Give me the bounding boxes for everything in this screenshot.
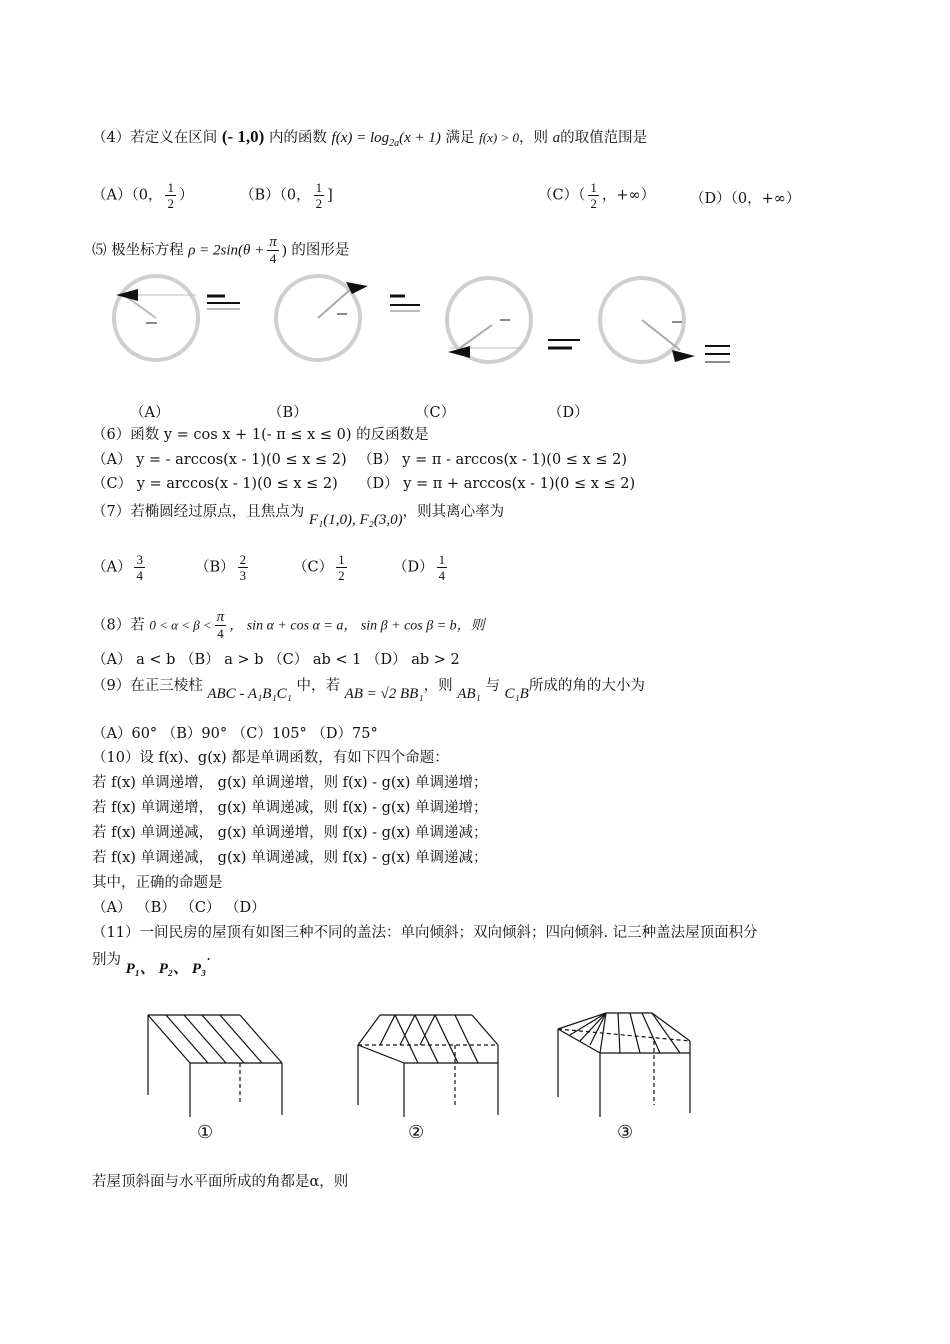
q9-stem: （9）在正三棱柱 ABC - A₁B₁C₁ 中，若 AB = √2 BB₁，则 AB₁ 与 C₁B所成的角的大小为 <box>92 678 645 702</box>
q6-option-b: （B） y = π - arccos(x - 1)(0 ≤ x ≤ 2) <box>358 452 627 468</box>
q5-figures <box>0 270 950 390</box>
q5-figure-d <box>600 278 730 362</box>
q8-options: （A） a < b （B） a > b （C） ab < 1 （D） ab > 2 <box>92 652 460 668</box>
q10-proposition-2: 若 f(x) 单调递增， g(x) 单调递减，则 f(x) - g(x) 单调递增； <box>92 800 488 816</box>
q5-label-c: （C） <box>415 405 456 421</box>
q9-segment-1: AB₁ <box>457 686 481 702</box>
q4-option-a: （A）（0， $\frac{1}{2}$ ） <box>92 180 194 211</box>
q6-option-a: （A） y = - arccos(x - 1)(0 ≤ x ≤ 2) <box>92 452 347 468</box>
q6-option-c: （C） y = arccos(x - 1)(0 ≤ x ≤ 2) <box>92 476 338 492</box>
q4-base: 2a <box>389 137 400 149</box>
q10-proposition-3: 若 f(x) 单调递减， g(x) 单调递增，则 f(x) - g(x) 单调递减； <box>92 825 488 841</box>
q11-stem-2: 别为 P₁、 P₂、 P₃· <box>92 952 211 977</box>
q4-interval: (- 1,0) <box>221 127 265 146</box>
roof-label-3: ③ <box>617 1122 634 1143</box>
q5-figure-a <box>114 276 240 360</box>
roof-figure-3 <box>558 1013 690 1117</box>
q4-text-d: ，则 <box>518 130 548 146</box>
q4-cond: f(x) > 0 <box>479 130 519 145</box>
q9-segment-2: C₁B <box>504 686 529 702</box>
fraction: $\frac{3}{4}$ <box>136 552 143 583</box>
q7-option-d: （D） $\frac{1}{4}$ <box>393 552 446 583</box>
q5-figure-b <box>276 276 420 360</box>
q4-text-c: 满足 <box>445 130 475 146</box>
q10-proposition-4: 若 f(x) 单调递减， g(x) 单调递减，则 f(x) - g(x) 单调递减； <box>92 850 488 866</box>
q11-roof-figures <box>0 1005 950 1135</box>
q9-options: （A）60° （B）90° （C）105° （D）75° <box>92 726 378 742</box>
q11-stem: （11）一间民房的屋顶有如图三种不同的盖法：单向倾斜；双向倾斜；四向倾斜. 记三种盖法屋顶面积分 <box>92 925 758 941</box>
q9-condition: AB = √2 BB₁ <box>344 686 424 702</box>
q8-condition: 0 < α < β < <box>149 617 212 633</box>
q4-stem <box>92 127 647 154</box>
fraction: $\frac{1}{2}$ <box>590 180 597 211</box>
fraction: $\frac{\pi}{4}$ <box>269 234 277 266</box>
fraction: $\frac{2}{3}$ <box>239 552 247 583</box>
q4-text-b: 内的函数 <box>268 130 327 146</box>
fraction: $\frac{1}{4}$ <box>438 552 446 583</box>
roof-figure-1 <box>148 1015 282 1117</box>
q8-equations: ， sin α + cos α = a， sin β + cos β = b，则 <box>229 618 485 634</box>
q5-figure-c <box>447 278 580 362</box>
q7-stem: （7）若椭圆经过原点，且焦点为 F₁(1,0), F₂(3,0)，则其离心率为 <box>92 504 505 528</box>
q4-var: a <box>552 130 561 146</box>
q4-arg: (x + 1) <box>399 130 441 146</box>
q10-proposition-1: 若 f(x) 单调递增， g(x) 单调递增，则 f(x) - g(x) 单调递增； <box>92 775 488 791</box>
fraction: $\frac{1}{2}$ <box>167 180 174 211</box>
q4-func: f(x) = log <box>331 130 390 146</box>
q4-option-c: （C）（ $\frac{1}{2}$ ，+∞） <box>538 180 656 211</box>
q5-label-a: （A） <box>130 405 170 421</box>
q10-stem: （10）设 f(x)、g(x) 都是单调函数，有如下四个命题： <box>92 750 449 766</box>
q6-stem: （6）函数 y = cos x + 1(- π ≤ x ≤ 0) 的反函数是 <box>92 427 429 443</box>
fraction: $\frac{\pi}{4}$ <box>216 609 225 641</box>
q7-foci: F₁(1,0), F₂(3,0) <box>308 512 403 528</box>
roof-figure-2 <box>358 1015 498 1117</box>
q7-option-c: （C） $\frac{1}{2}$ <box>293 552 345 583</box>
fraction: $\frac{1}{2}$ <box>315 180 323 211</box>
roof-label-1: ① <box>197 1122 214 1143</box>
q4-text-a: （4）若定义在区间 <box>92 130 218 146</box>
q5-equation: ρ = 2sin(θ + <box>188 242 265 259</box>
q7-option-a: （A） $\frac{3}{4}$ <box>92 552 143 583</box>
q11-condition: 若屋顶斜面与水平面所成的角都是α，则 <box>92 1174 349 1190</box>
q4-option-b: （B）（0， $\frac{1}{2}$ ] <box>240 180 333 211</box>
q5-label-b: （B） <box>268 405 308 421</box>
q6-option-d: （D） y = π + arccos(x - 1)(0 ≤ x ≤ 2) <box>358 476 636 492</box>
q8-stem: （8）若 0 < α < β < $\frac{\pi}{4}$ ， sin α + cos α = a， sin β + cos β = b，则 <box>92 609 485 641</box>
q4-option-d: （D）（0，+∞） <box>690 191 801 207</box>
q5-stem: ⑸ 极坐标方程 ρ = 2sin(θ + $\frac{\pi}{4}$ ) 的图形是 <box>92 234 350 266</box>
q9-prism: ABC - A₁B₁C₁ <box>207 686 292 702</box>
q5-label-d: （D） <box>548 405 589 421</box>
q4-text-e: 的取值范围是 <box>560 130 648 146</box>
q10-conclusion: 其中，正确的命题是 <box>92 875 223 891</box>
fraction: $\frac{1}{2}$ <box>338 552 345 583</box>
q7-option-b: （B） $\frac{2}{3}$ <box>195 552 247 583</box>
q11-variables: P₁、 P₂、 P₃ <box>125 961 207 977</box>
roof-label-2: ② <box>408 1122 425 1143</box>
q10-options: （A） （B） （C） （D） <box>92 900 266 916</box>
